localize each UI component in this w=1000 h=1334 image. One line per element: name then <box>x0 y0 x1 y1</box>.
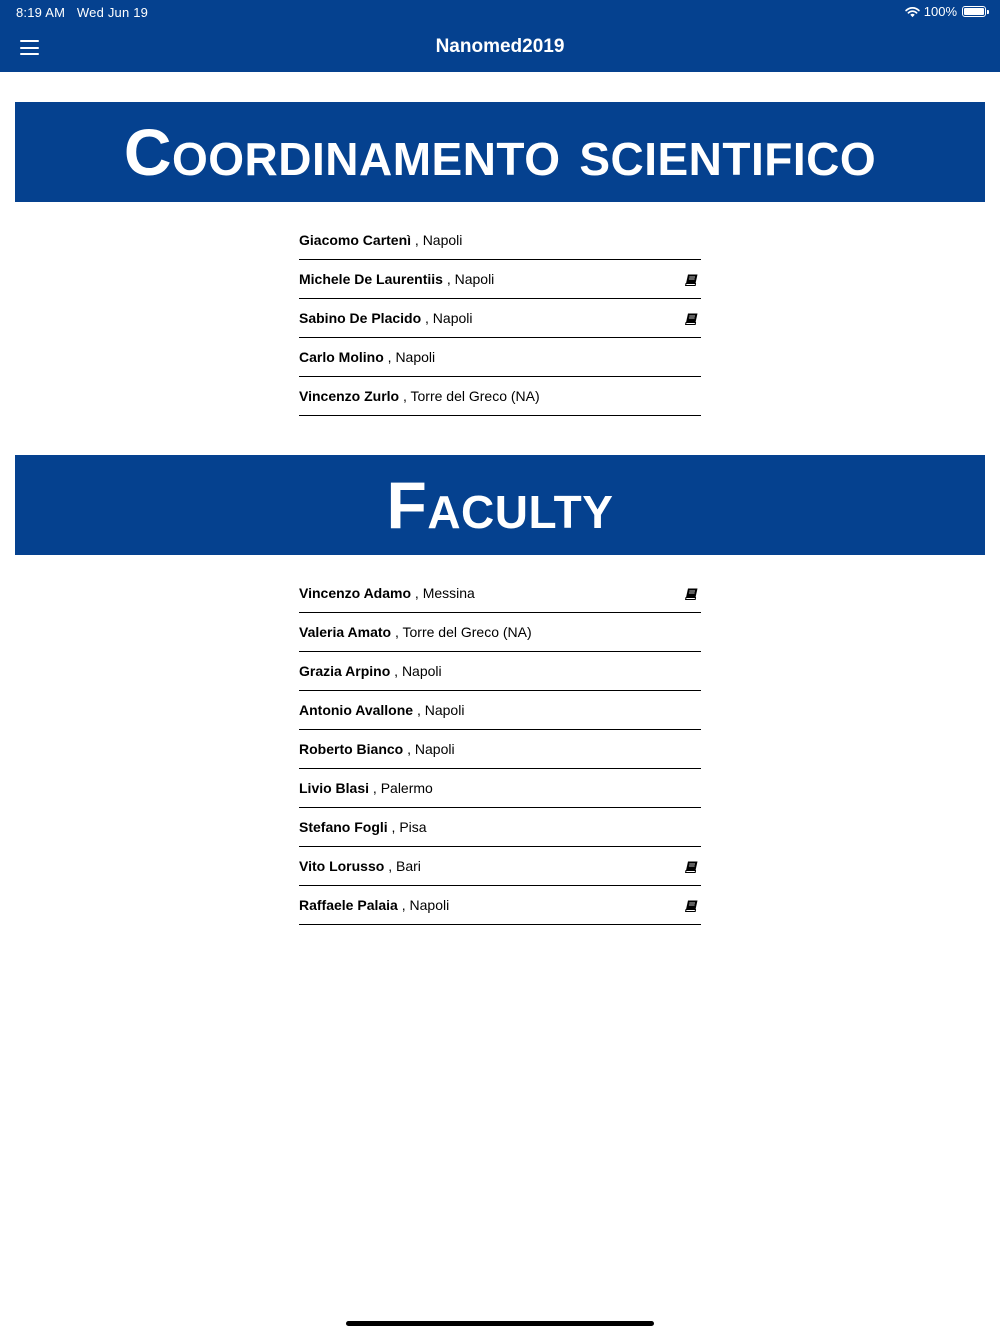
person-city: , Messina <box>411 585 475 601</box>
person-info <box>299 702 464 718</box>
person-city: , Palermo <box>369 780 433 796</box>
person-city: , Napoli <box>403 741 455 757</box>
person-info <box>299 858 421 874</box>
person-row[interactable] <box>299 338 701 377</box>
person-city: , Napoli <box>397 897 450 913</box>
person-name: Stefano Fogli <box>299 819 388 835</box>
person-row[interactable] <box>299 769 701 808</box>
section-title-faculty: Faculty <box>15 455 985 555</box>
person-city: , Torre del Greco (NA) <box>399 388 540 404</box>
person-info <box>299 819 427 835</box>
faculty-list <box>299 574 701 925</box>
book-icon[interactable] <box>685 587 698 599</box>
status-bar-right <box>905 4 986 19</box>
person-info <box>299 271 494 287</box>
person-city: , Bari <box>384 858 421 874</box>
person-name: Vito Lorusso <box>299 858 385 874</box>
person-city: , Napoli <box>383 349 436 365</box>
person-row[interactable] <box>299 299 701 338</box>
person-row[interactable] <box>299 613 701 652</box>
person-info <box>299 349 435 365</box>
section-title-coordinamento: Coordinamento scientifico <box>15 102 985 202</box>
person-row[interactable] <box>299 691 701 730</box>
person-info <box>299 741 455 757</box>
person-name: Vincenzo Adamo <box>299 585 412 601</box>
book-icon[interactable] <box>685 273 698 285</box>
book-icon[interactable] <box>685 860 698 872</box>
person-city: , Napoli <box>421 310 473 326</box>
book-icon[interactable] <box>685 312 698 324</box>
status-date: Wed Jun 19 <box>76 5 149 20</box>
person-name: Roberto Bianco <box>299 741 404 757</box>
status-bar-left <box>16 5 156 20</box>
person-name: Giacomo Cartenì <box>299 232 412 248</box>
status-time: 8:19 AM <box>16 5 66 20</box>
person-name: Grazia Arpino <box>299 663 391 679</box>
person-row[interactable] <box>299 260 701 299</box>
person-info <box>299 585 475 601</box>
battery-icon <box>962 6 986 17</box>
book-icon[interactable] <box>685 899 698 911</box>
person-info <box>299 663 442 679</box>
person-info <box>299 232 462 248</box>
person-row[interactable] <box>299 652 701 691</box>
coordinamento-list <box>299 221 701 416</box>
person-name: Michele De Laurentiis <box>299 271 443 287</box>
person-name: Livio Blasi <box>299 780 370 796</box>
person-city: , Napoli <box>390 663 442 679</box>
person-row[interactable] <box>299 377 701 416</box>
top-bar <box>0 0 1000 72</box>
person-name: Antonio Avallone <box>299 702 414 718</box>
person-info <box>299 310 473 326</box>
person-row[interactable] <box>299 847 701 886</box>
person-city: , Napoli <box>442 271 495 287</box>
person-info <box>299 780 433 796</box>
person-name: Sabino De Placido <box>299 310 422 326</box>
person-row[interactable] <box>299 221 701 260</box>
person-city: , Napoli <box>413 702 465 718</box>
person-row[interactable] <box>299 886 701 925</box>
person-city: , Torre del Greco (NA) <box>391 624 532 640</box>
person-row[interactable] <box>299 808 701 847</box>
person-name: Carlo Molino <box>299 349 384 365</box>
person-row[interactable] <box>299 574 701 613</box>
battery-percent: 100% <box>923 4 957 19</box>
person-name: Valeria Amato <box>299 624 392 640</box>
person-info <box>299 388 540 404</box>
person-name: Vincenzo Zurlo <box>299 388 400 404</box>
person-info <box>299 897 449 913</box>
home-indicator[interactable] <box>346 1321 654 1326</box>
person-city: , Napoli <box>411 232 463 248</box>
person-info <box>299 624 532 640</box>
nav-title: Nanomed2019 <box>435 36 565 57</box>
person-row[interactable] <box>299 730 701 769</box>
person-city: , Pisa <box>387 819 427 835</box>
wifi-icon <box>905 6 920 18</box>
person-name: Raffaele Palaia <box>299 897 398 913</box>
